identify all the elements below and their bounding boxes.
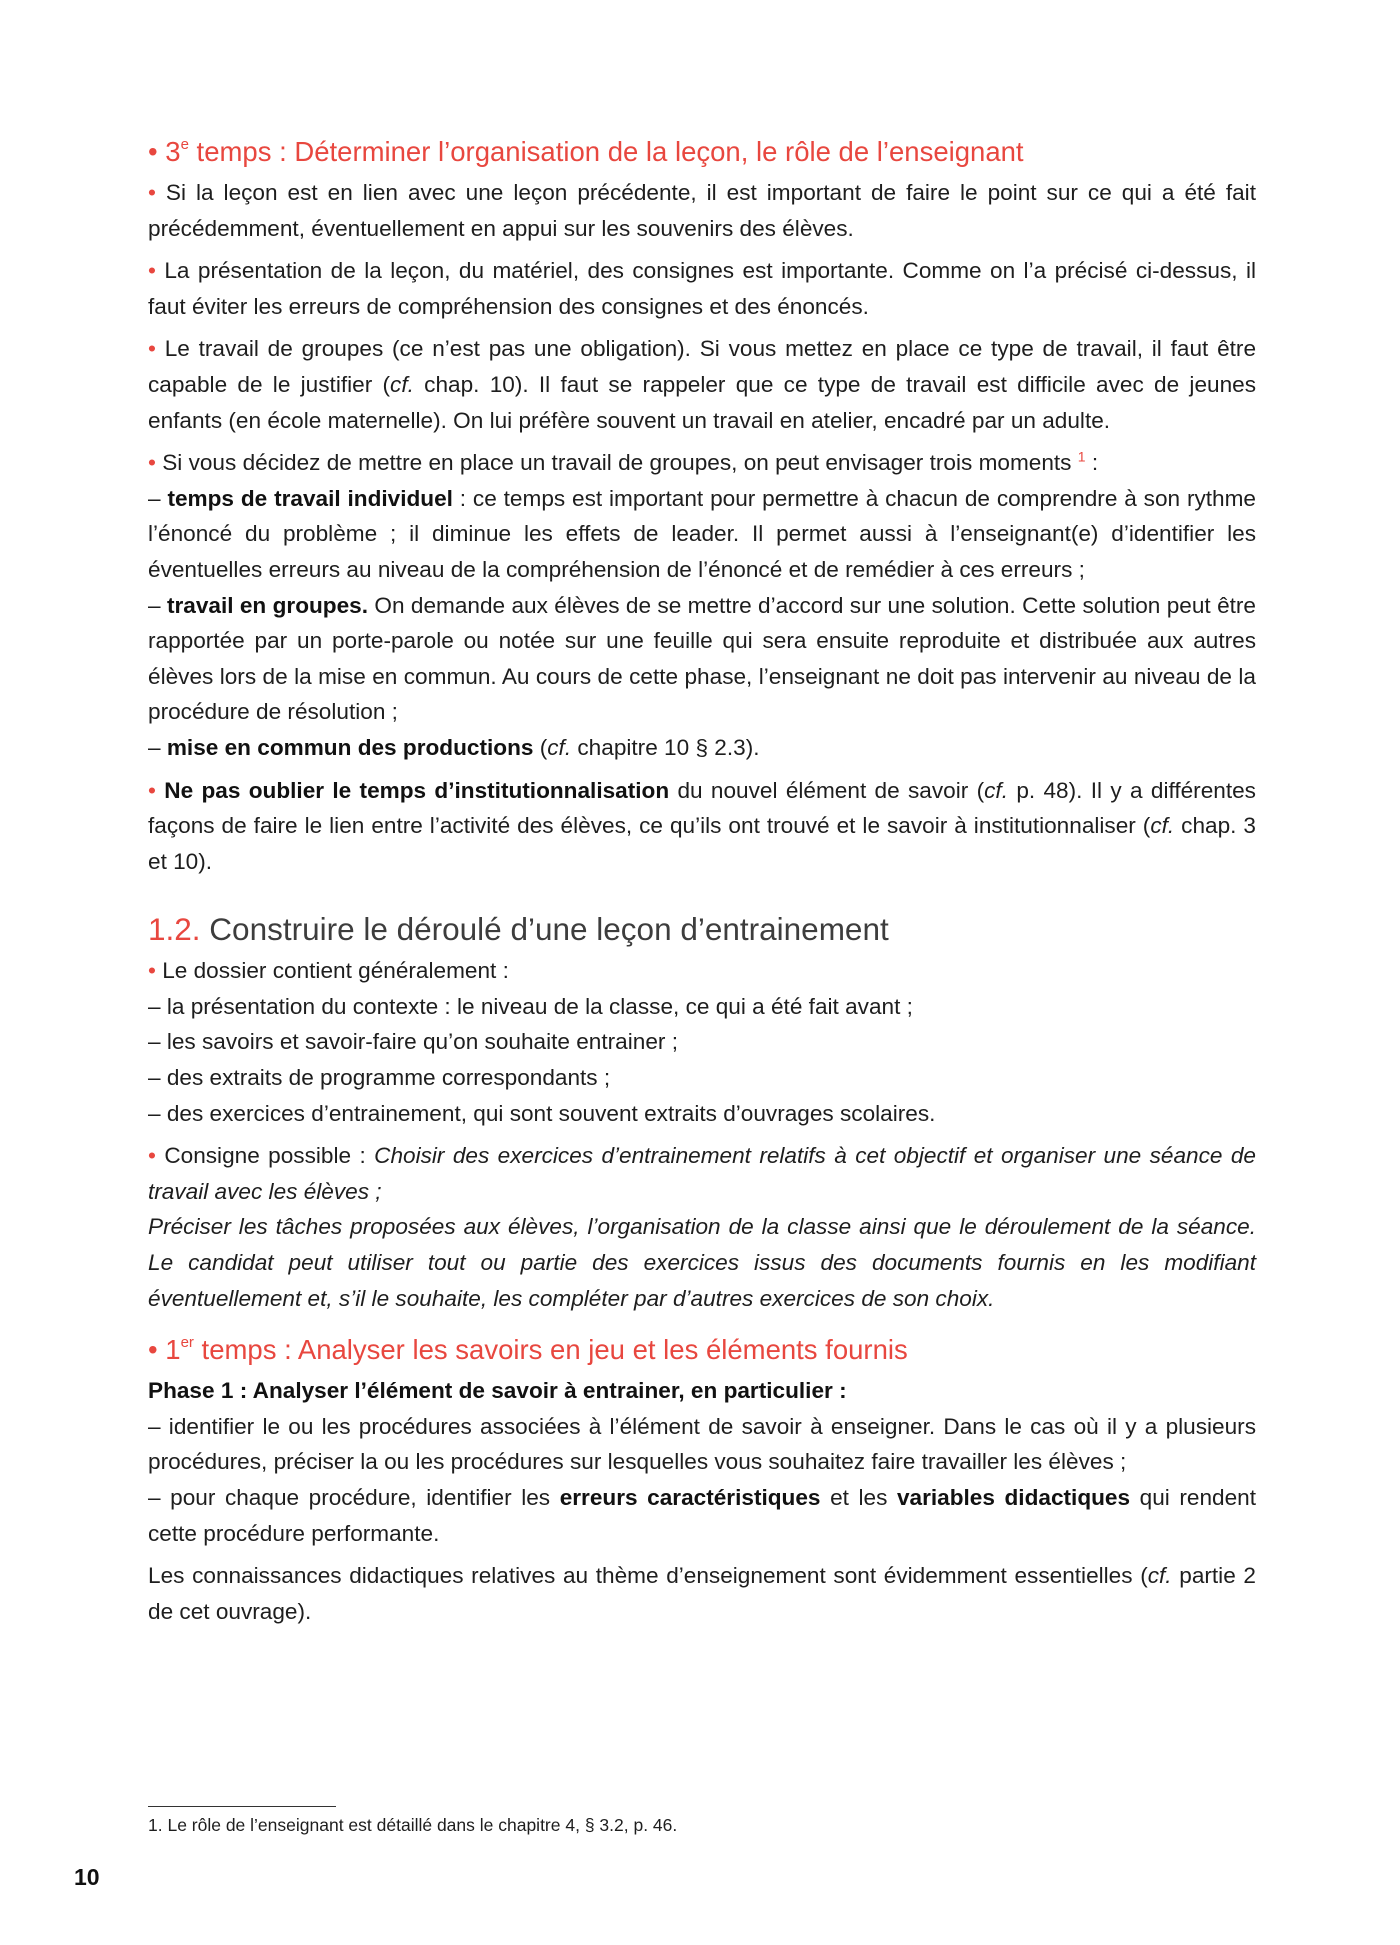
list-item: – les savoirs et savoir-faire qu’on souhaite entrainer ; bbox=[148, 1029, 678, 1055]
subheading-1er-temps: • 1er temps : Analyser les savoirs en jeu et les éléments fournis bbox=[148, 1334, 908, 1366]
subheading-3e-temps: • 3e temps : Déterminer l’organisation de la leçon, le rôle de l’enseignant bbox=[148, 135, 1024, 167]
page-content bbox=[148, 132, 1256, 1629]
list-item: – des exercices d’entrainement, qui sont souvent extraits d’ouvrages scolaires. bbox=[148, 1100, 936, 1126]
paragraph-dossier-contient: • Le dossier contient généralement : – la présentation du contexte : le niveau de la classe, ce qui a été fait avant ; – les savoirs et savoir-faire qu’on souhaite entrainer ; – des extraits de programme correspondants ; – des exercices d’entrainement, qui sont souvent extraits d’ouvrages scolaires. bbox=[148, 958, 936, 1126]
bullet-icon: • bbox=[148, 1334, 158, 1366]
footnote: 1. Le rôle de l’enseignant est détaillé dans le chapitre 4, § 3.2, p. 46. bbox=[148, 1815, 678, 1835]
page-number: 10 bbox=[74, 1864, 100, 1890]
bullet-icon: • bbox=[148, 777, 156, 803]
section-title-1-2: 1.2. Construire le déroulé d’une leçon d’entrainement bbox=[148, 911, 889, 948]
bullet-icon: • bbox=[148, 258, 156, 284]
footnote-divider bbox=[148, 1806, 336, 1807]
bullet-icon: • bbox=[148, 958, 156, 984]
paragraph-institutionnalisation: • Ne pas oublier le temps d’institutionnalisation du nouvel élément de savoir (cf. p. 48). Il y a différentes façons de faire le lien entre l’activité des élèves, ce qu’ils ont trouvé et le savoir à institutionnaliser (cf. chap. 3 et 10). bbox=[148, 777, 1256, 874]
footnote-reference[interactable]: 1 bbox=[1077, 448, 1086, 465]
bullet-icon: • bbox=[148, 180, 156, 205]
paragraph-connaissances: Les connaissances didactiques relatives au thème d’enseignement sont évidemment essentielles (cf. partie 2 de cet ouvrage). bbox=[148, 1563, 1256, 1624]
paragraph-trois-moments: • Si vous décidez de mettre en place un travail de groupes, on peut envisager trois moments $^1$ : – temps de travail individuel : ce temps est important pour permettre à chacun de comprendre à son rythme l’énoncé du problème ; il diminue les effets de leader. Il permet aussi à l’enseignant(e) d’identifier les éventuelles erreurs au niveau de la compréhension de l’énoncé et de remédier à ces erreurs ; – travail en groupes. On demande aux élèves de se mettre d’accord sur une solution. Cette solution peut être rapportée par un porte-parole ou notée sur une feuille qui sera ensuite reproduite et distribuée aux autres élèves lors de la mise en commun. Au cours de cette phase, l’enseignant ne doit pas intervenir au niveau de la procédure de résolution ; – mise en commun des productions (cf. chapitre 10 § 2.3). bbox=[148, 448, 1256, 760]
paragraph-consigne: • Consigne possible : Choisir des exercices d’entrainement relatifs à cet objectif et organiser une séance de travail avec les élèves ; Préciser les tâches proposées aux élèves, l’organisation de la classe ainsi que le déroulement de la séance. Le candidat peut utiliser tout ou partie des exercices issus des documents fournis en les modifiant éventuellement et, s’il le souhaite, les compléter par d’autres exercices de son choix. bbox=[148, 1143, 1256, 1311]
paragraph-travail-groupes: • Le travail de groupes (ce n’est pas une obligation). Si vous mettez en place ce type de travail, il faut être capable de le justifier (cf. chap. 10). Il faut se rappeler que ce type de travail est difficile avec de jeunes enfants (en école maternelle). On lui préfère souvent un travail en atelier, encadré par un adulte. bbox=[148, 336, 1257, 433]
list-item: – des extraits de programme correspondants ; bbox=[148, 1065, 611, 1091]
bullet-icon: • bbox=[148, 450, 156, 476]
bullet-icon: • bbox=[148, 1143, 156, 1169]
paragraph-presentation: • La présentation de la leçon, du matériel, des consignes est importante. Comme on l’a précisé ci-dessus, il faut éviter les erreurs de compréhension des consignes et des énoncés. bbox=[148, 258, 1256, 319]
bullet-icon: • bbox=[148, 336, 156, 362]
paragraph-phase-1: Phase 1 : Analyser l’élément de savoir à entrainer, en particulier : – identifier le ou les procédures associées à l’élément de savoir à enseigner. Dans le cas où il y a plusieurs procédures, préciser la ou les procédures sur lesquelles vous souhaitez faire travailler les élèves ; – pour chaque procédure, identifier les erreurs caractéristiques et les variables didactiques qui rendent cette procédure performante. bbox=[148, 1378, 1257, 1546]
paragraph-lecon-precedente: • Si la leçon est en lien avec une leçon précédente, il est important de faire le point sur ce qui a été fait précédemment, éventuellement en appui sur les souvenirs des élèves. bbox=[148, 180, 1256, 241]
list-item: – la présentation du contexte : le niveau de la classe, ce qui a été fait avant ; bbox=[148, 993, 913, 1019]
bullet-icon: • bbox=[148, 136, 158, 167]
